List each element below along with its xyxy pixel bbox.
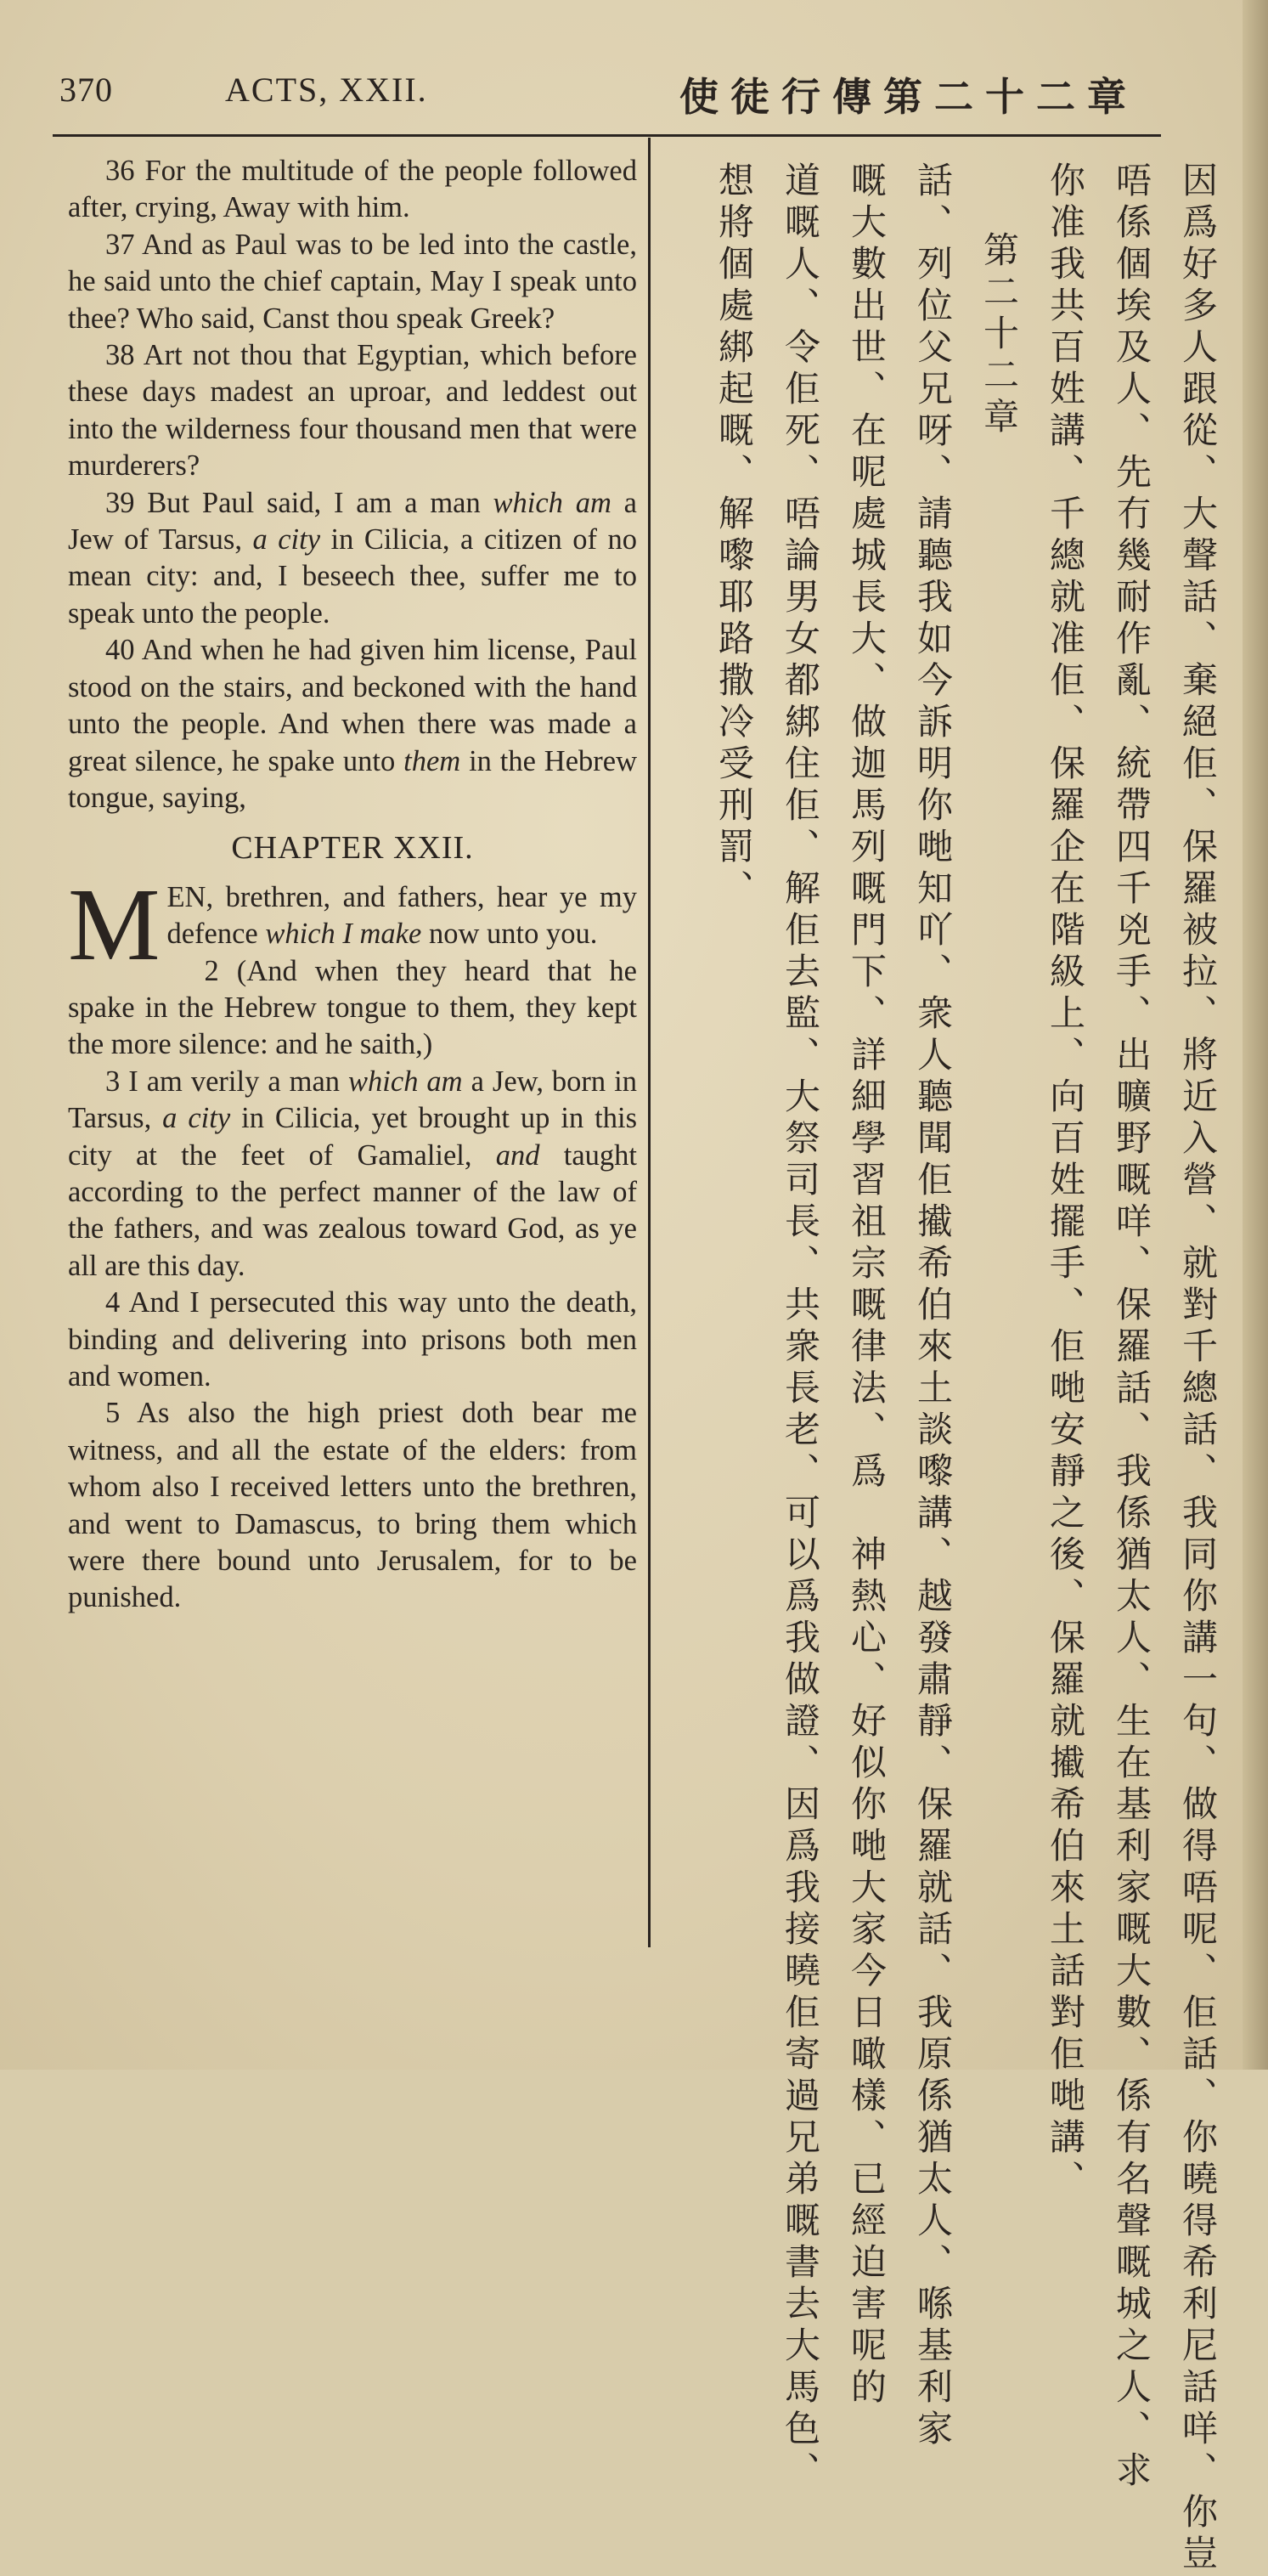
verse-3-text-b: a Jew, born in Tarsus, bbox=[68, 1065, 638, 1135]
chinese-line-2: 唔係個埃及人、先冇幾耐作亂、統帶四千兇手、出曠野嘅咩、保羅話、我係猶太人、生在基利家嘅大數、係有名聲嘅城之人、求 bbox=[1111, 161, 1152, 2493]
chinese-column bbox=[688, 161, 1223, 2576]
chinese-line-3: 你准我共百姓講、千總就准佢、保羅企在階級上、向百姓擺手、佢哋安靜之後、保羅就擮希伯來土話對佢哋講、 bbox=[1045, 161, 1086, 2201]
verse-39 bbox=[68, 485, 637, 633]
verse-3 bbox=[68, 1064, 637, 1285]
chinese-line-4: 話、列位父兄呀、請聽我如今訴明你哋知吖、衆人聽聞佢擮希伯來土談嚟講、越發肅靜、保羅就話、我原係猶太人、喺基利家 bbox=[912, 161, 954, 2451]
verse-39-text-a: 39 But Paul said, I am a man bbox=[105, 486, 493, 519]
verse-3-text-a: 3 I am verily a man bbox=[105, 1065, 349, 1098]
chinese-line-6: 道嘅人、令佢死、唔論男女都綁住佢、解佢去監、大祭司長、共衆長老、可以爲我做證、因爲我接曉佢寄過兄弟嘅書去大馬色、 bbox=[780, 161, 821, 2493]
verse-2: 2 (And when they heard that he spake in the Hebrew tongue to them, they kept the more silence: and he saith,) bbox=[68, 954, 637, 1061]
verse-38: 38 Art not thou that Egyptian, which before these days madest an uproar, and leddest out into the wilderness four thousand men that were murderers? bbox=[68, 339, 637, 483]
verse-3-italic-b: a city bbox=[162, 1102, 231, 1135]
header-rule bbox=[53, 134, 1161, 137]
verse-37: 37 And as Paul was to be led into the castle, he said unto the chief captain, May I speak unto thee? Who said, Canst thou speak Greek? bbox=[68, 228, 637, 335]
verse-36: 36 For the multitude of the people followed after, crying, Away with him. bbox=[68, 155, 637, 224]
verse-5: 5 As also the high priest doth bear me witness, and all the estate of the elders: from whom also I received letters unto the brethren, and went to Damascus, to bring them which were there bound unto Jerusalem, for to be punished. bbox=[68, 1397, 637, 1614]
chinese-chapter-heading: 第二十二章 bbox=[978, 231, 1020, 439]
verse-1-italic: which I make bbox=[265, 918, 422, 951]
column-divider bbox=[648, 138, 651, 1947]
chinese-line-7: 想將個處綁起嘅、解嚟耶路撒冷受刑罰、 bbox=[713, 161, 755, 911]
english-column bbox=[68, 153, 637, 1617]
verse-1 bbox=[68, 867, 637, 982]
verse-4: 4 And I persecuted this way unto the death, binding and delivering into prisons both men and women. bbox=[68, 1286, 637, 1393]
verse-3-italic-a: which am bbox=[348, 1065, 463, 1098]
verse-3-text-d: taught according to the perfect manner of the law of the fathers, and was zealous toward God, as ye all are this day. bbox=[68, 1138, 637, 1282]
verse-39-italic-a: which am bbox=[493, 486, 611, 519]
verse-1-text-a: EN, brethren, and fathers, hear ye my defence bbox=[166, 880, 637, 951]
chinese-line-5: 嘅大數出世、在呢處城長大、做迦馬列嘅門下、詳細學習祖宗嘅律法、爲 神熱心、好似你哋大家今日噉樣、已經迫害呢的 bbox=[846, 161, 888, 2409]
page-number: 370 bbox=[59, 71, 113, 109]
verse-40-text-a: 40 And when he had given him license, Paul stood on the stairs, and beckoned with the hand unto the people. And when there was made a great silence, he spake unto bbox=[68, 634, 637, 777]
page-edge-shadow bbox=[1243, 0, 1268, 2070]
verse-40 bbox=[68, 632, 637, 816]
verse-3-italic-c: and bbox=[495, 1138, 540, 1172]
chinese-running-head: 使徒行傳第二十二章 bbox=[679, 74, 1138, 120]
verse-39-text-b: a Jew of Tarsus, bbox=[68, 486, 637, 556]
verse-40-text-b: in the Hebrew tongue, saying, bbox=[68, 744, 637, 814]
chapter-title: CHAPTER XXII. bbox=[231, 830, 474, 867]
verse-39-italic-b: a city bbox=[252, 523, 321, 556]
verse-39-text-c: in Cilicia, a citizen of no mean city: and, I beseech thee, suffer me to speak unto the people. bbox=[68, 523, 638, 630]
drop-cap: M bbox=[68, 867, 161, 982]
chinese-line-1: 因爲好多人跟從、大聲話、棄絕佢、保羅被拉、將近入營、就對千總話、我同你講一句、做得唔呢、佢話、你曉得希利尼話咩、你豈 bbox=[1177, 161, 1219, 2576]
verse-3-text-c: in Cilicia, yet brought up in this city at the feet of Gamaliel, bbox=[68, 1102, 637, 1172]
running-head: ACTS, XXII. bbox=[225, 71, 428, 109]
page-header bbox=[59, 66, 1138, 126]
verse-1-text-b: now unto you. bbox=[421, 918, 598, 951]
verse-40-italic: them bbox=[403, 744, 461, 777]
